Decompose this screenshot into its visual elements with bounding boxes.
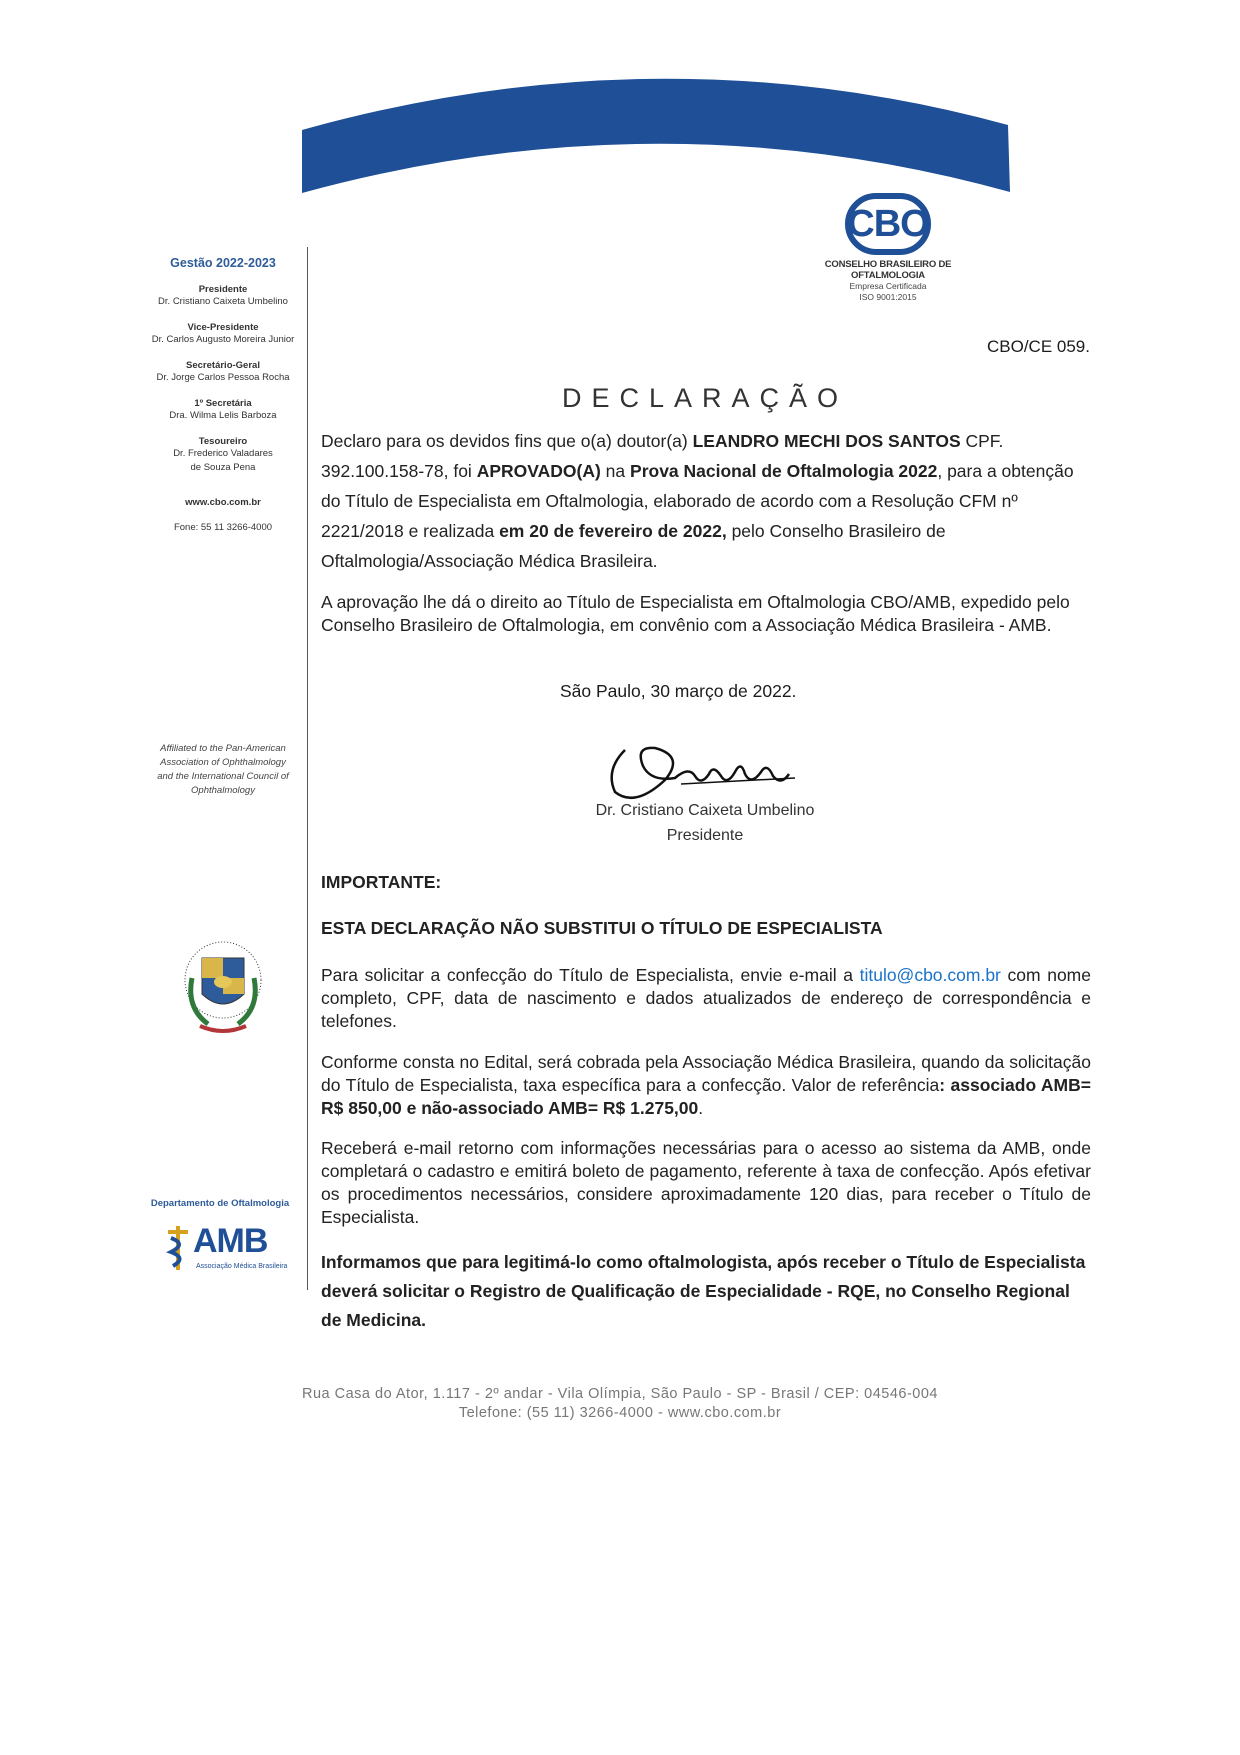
signer-name: Dr. Cristiano Caixeta Umbelino [595, 802, 815, 819]
affiliation-line: Ophthalmology [191, 785, 255, 796]
cbo-logo [808, 193, 968, 303]
affiliation-line: and the International Council of [157, 771, 289, 782]
declaration-paragraph [321, 426, 1091, 576]
footer [250, 1385, 990, 1423]
text: Declaro para os devidos fins que o(a) doutor(a) [321, 431, 693, 451]
text: Conforme consta no Edital, será cobrada pela Associação Médica Brasileira, quando da solicitação do Título de Especialista, taxa específica para a confecção. Valor de referência [321, 1052, 1091, 1095]
exam-date: em 20 de fevereiro de 2022, [499, 521, 727, 541]
document-reference: CBO/CE 059. [987, 337, 1090, 356]
affiliation-note [138, 742, 308, 798]
text: com nome completo, CPF, data de nascimento e dados atualizados de endereço de correspondência e telefones. [321, 965, 1091, 1031]
board-person: de Souza Pena [190, 462, 256, 473]
board-role: 1º Secretária [194, 398, 252, 409]
request-paragraph [321, 964, 1091, 1033]
text: . [698, 1098, 704, 1118]
board-role: Tesoureiro [198, 436, 248, 447]
approval-status: APROVADO(A) [476, 461, 601, 481]
signature-image [585, 720, 825, 810]
signer-role: Presidente [666, 827, 744, 844]
important-subheading: ESTA DECLARAÇÃO NÃO SUBSTITUI O TÍTULO DE ESPECIALISTA [321, 918, 883, 938]
text: , para a obtenção do Título de Especialista em Oftalmologia, elaborado de acordo com a Resolução CFM nº 2221/2018 e realizada [321, 461, 1074, 541]
text: Para solicitar a confecção do Título de Especialista, envie e-mail a [321, 965, 860, 985]
amb-logo-subtitle: Associação Médica Brasileira [196, 1263, 288, 1270]
amb-logo [163, 1222, 303, 1278]
cbo-logo-badge: CBO [845, 193, 931, 255]
cbo-cert-line-2: ISO 9001:2015 [859, 292, 917, 302]
board-person: Dr. Jorge Carlos Pessoa Rocha [156, 372, 290, 383]
board-person: Dra. Wilma Lelis Barboza [169, 410, 277, 421]
cbo-cert-line-1: Empresa Certificada [849, 281, 927, 291]
board-person: Dr. Carlos Augusto Moreira Junior [151, 334, 295, 345]
cbo-crest-icon [178, 928, 268, 1046]
text: na [600, 461, 631, 481]
sidebar-gestao: Gestão 2022-2023 [170, 256, 276, 270]
caduceus-icon [163, 1224, 193, 1272]
rqe-notice: Informamos que para legitimá-lo como oftalmologista, após receber o Título de Especialista deverá solicitar o Registro de Qualificação de Especialidade - RQE, no Conselho Regional de Medicina. [321, 1252, 1086, 1330]
text: : [939, 1075, 946, 1095]
board-person: Dr. Cristiano Caixeta Umbelino [158, 296, 288, 307]
footer-contact: Telefone: (55 11) 3266-4000 - www.cbo.com.br [458, 1405, 782, 1421]
document-title: DECLARAÇÃO [561, 383, 849, 413]
exam-name: Prova Nacional de Oftalmologia 2022 [630, 461, 938, 481]
cbo-logo-name: CONSELHO BRASILEIRO DE OFTALMOLOGIA [824, 259, 952, 281]
affiliation-line: Affiliated to the Pan-American [160, 743, 286, 754]
board-role: Vice-Presidente [187, 322, 259, 333]
text: CPF. 392.100.158-78, foi [321, 431, 1004, 481]
place-date: São Paulo, 30 março de 2022. [560, 681, 797, 701]
important-heading: IMPORTANTE: [321, 872, 442, 892]
sidebar-board [128, 256, 318, 533]
amb-department: Departamento de Oftalmologia [150, 1198, 290, 1209]
text: pelo Conselho Brasileiro de Oftalmologia/Associação Médica Brasileira. [321, 521, 946, 571]
header-arc [0, 0, 1240, 200]
board-role: Secretário-Geral [186, 360, 260, 371]
process-paragraph: Receberá e-mail retorno com informações necessárias para o acesso ao sistema da AMB, onde completará o cadastro e emitirá boleto de pagamento, referente à taxa de confecção. Após efetivar os procedimentos necessários, considere aproximadamente 120 dias, para receber o Título de Especialista. [321, 1138, 1091, 1227]
doctor-name: LEANDRO MECHI DOS SANTOS [692, 431, 961, 451]
email-link[interactable]: titulo@cbo.com.br [859, 965, 1001, 985]
signer-block [560, 798, 850, 848]
board-person: Dr. Frederico Valadares [173, 448, 273, 459]
board-role: Presidente [198, 284, 248, 295]
sidebar-phone: Fone: 55 11 3266-4000 [173, 522, 273, 533]
affiliation-line: Association of Ophthalmology [160, 757, 286, 768]
rights-paragraph: A aprovação lhe dá o direito ao Título de Especialista em Oftalmologia CBO/AMB, expedido pelo Conselho Brasileiro de Oftalmologia, em convênio com a Associação Médica Brasileira - AMB. [321, 592, 1070, 635]
fee-values: associado AMB= R$ 850,00 e não-associado AMB= R$ 1.275,00 [321, 1075, 1091, 1118]
amb-logo-text: AMB [193, 1222, 268, 1260]
footer-address: Rua Casa do Ator, 1.117 - 2º andar - Vila Olímpia, São Paulo - SP - Brasil / CEP: 04546-004 [302, 1386, 938, 1402]
fee-paragraph [321, 1051, 1091, 1120]
sidebar-website[interactable]: www.cbo.com.br [185, 497, 261, 508]
